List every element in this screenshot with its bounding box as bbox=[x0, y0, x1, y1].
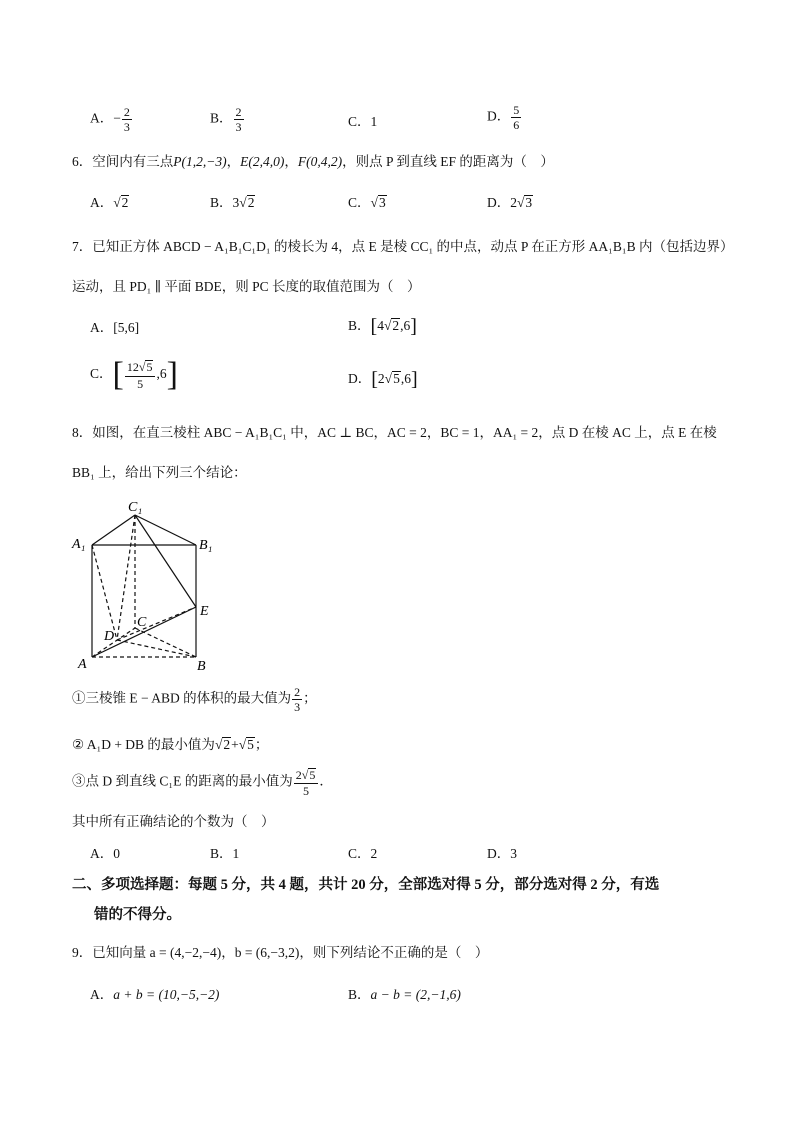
q5-option-a-fraction: $\frac{2}{3}$ bbox=[123, 105, 130, 134]
label-c1: C₁ bbox=[128, 500, 143, 515]
q5-option-b: B． $\frac{2}{3}$ bbox=[210, 105, 242, 134]
q8-option-d: D．3 bbox=[487, 846, 517, 861]
edge-c1-b1 bbox=[135, 515, 196, 545]
q7-option-c: C．[ $\frac{12√5}{5}$ ,6] bbox=[90, 356, 178, 393]
label-b: B bbox=[197, 659, 206, 674]
q9-stem: 9．已知向量 a = (4,−2,−4)，b = (6,−3,2)，则下列结论不正确的是（ ） bbox=[72, 945, 489, 960]
q5-option-c: C．1 bbox=[348, 114, 378, 129]
label-c: C bbox=[137, 615, 147, 630]
q5-option-d-fraction: $\frac{5}{6}$ bbox=[513, 103, 520, 132]
q8-ask: 其中所有正确结论的个数为（ ） bbox=[72, 814, 275, 829]
edge-c-b bbox=[135, 628, 196, 657]
q9-option-a: A．a + b = (10,−5,−2) bbox=[90, 987, 220, 1002]
edge-a1-c1 bbox=[92, 515, 135, 545]
q8-conclusion-1: ①三棱锥 E − ABD 的体积的最大值为 $\frac{2}{3}$ ； bbox=[72, 685, 317, 714]
segment-d-b bbox=[117, 640, 196, 657]
q8-option-c: C．2 bbox=[348, 846, 378, 861]
q8-stem-line1: 8．如图，在直三棱柱 ABC − A₁B₁C₁ 中，AC ⊥ BC，AC = 2，BC = 1，AA₁ = 2，点 D 在棱 AC 上，点 E 在棱 bbox=[72, 425, 717, 440]
q5-option-d: D． $\frac{5}{6}$ bbox=[487, 103, 520, 132]
conclusion-1-fraction: $\frac{2}{3}$ bbox=[294, 685, 301, 714]
q7-option-d: D．[2√5,6] bbox=[348, 368, 418, 391]
q8-conclusion-2: ② A₁D + DB 的最小值为√2+√5； bbox=[72, 737, 269, 752]
q9-option-b: B．a − b = (2,−1,6) bbox=[348, 987, 461, 1002]
segment-a1-d bbox=[92, 545, 117, 640]
label-a: A bbox=[78, 657, 87, 672]
label-a1: A₁ bbox=[72, 537, 86, 552]
q5-option-b-fraction: $\frac{2}{3}$ bbox=[235, 105, 242, 134]
section-2-heading-line1: 二、多项选择题：每题 5 分，共 4 题，共计 20 分，全部选对得 5 分，部分选对得 2 分，有选 bbox=[72, 877, 660, 893]
segment-d-e bbox=[117, 607, 196, 640]
q6-option-c: C．√3 bbox=[348, 195, 386, 210]
q7-option-b: B．[4√2,6] bbox=[348, 315, 417, 338]
q8-stem-line2: BB₁ 上，给出下列三个结论： bbox=[72, 465, 247, 480]
q6-stem: 6．空间内有三点P(1,2,−3)，E(2,4,0)，F(0,4,2)，则点 P 到直线 EF 的距离为（ ） bbox=[72, 154, 554, 169]
label-e: E bbox=[200, 604, 209, 619]
q7-option-a: A．[5,6] bbox=[90, 320, 140, 335]
q6-option-d: D．2√3 bbox=[487, 195, 533, 210]
q6-option-a: A．√2 bbox=[90, 195, 129, 210]
q8-option-b: B．1 bbox=[210, 846, 240, 861]
segment-c1-d bbox=[117, 515, 135, 640]
q6-option-b: B．3√2 bbox=[210, 195, 255, 210]
label-b1: B₁ bbox=[199, 538, 213, 553]
q7-stem-line2: 运动，且 PD₁ ∥ 平面 BDE，则 PC 长度的取值范围为（ ） bbox=[72, 279, 421, 294]
prism-figure bbox=[70, 495, 230, 675]
q8-option-a: A．0 bbox=[90, 846, 120, 861]
label-d: D bbox=[104, 629, 115, 644]
edge-c1-e bbox=[135, 515, 196, 607]
q7-option-c-fraction: $\frac{12√5}{5}$ bbox=[125, 360, 156, 389]
q8-conclusion-3: ③点 D 到直线 C₁E 的距离的最小值为 $\frac{2√5}{5}$ ． bbox=[72, 768, 333, 799]
q7-stem-line1: 7．已知正方体 ABCD − A₁B₁C₁D₁ 的棱长为 4，点 E 是棱 CC₁ 的中点，动点 P 在正方形 AA₁B₁B 内（包括边界） bbox=[72, 239, 734, 254]
section-2-heading-line2: 错的不得分。 bbox=[94, 907, 181, 923]
conclusion-3-fraction: $\frac{2√5}{5}$ bbox=[294, 768, 319, 797]
q5-option-a: A．− $\frac{2}{3}$ bbox=[90, 105, 130, 134]
